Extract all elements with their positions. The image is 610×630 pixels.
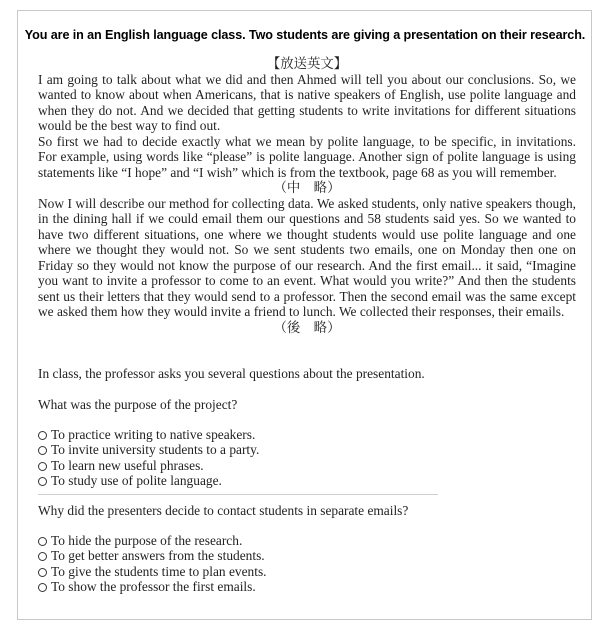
script-label: 【放送英文】 xyxy=(266,56,348,71)
question-2-option-4[interactable] xyxy=(38,579,578,594)
divider xyxy=(38,494,438,495)
option-label: To study use of polite language. xyxy=(51,472,222,488)
question-intro: In class, the professor asks you several questions about the presentation. xyxy=(38,366,425,381)
question-1-options xyxy=(38,427,578,488)
question-1-option-1[interactable] xyxy=(38,427,578,442)
radio-button-icon[interactable] xyxy=(38,446,47,455)
omission-marker-middle: （中 略） xyxy=(273,180,341,195)
radio-button-icon[interactable] xyxy=(38,583,47,592)
script-paragraph-2: So first we had to decide exactly what we mean by polite language, to be specific, in invitations. For example, using words like “please” is polite language. Another sign of polite language is using statements like “I hope” and “I wish” which is from the textbook, page 68 as you will remember. xyxy=(38,133,576,180)
question-2-option-1[interactable] xyxy=(38,533,578,548)
question-1-option-4[interactable] xyxy=(38,473,578,488)
option-label: To learn new useful phrases. xyxy=(51,457,204,473)
option-label: To get better answers from the students. xyxy=(51,548,265,564)
option-label: To practice writing to native speakers. xyxy=(51,427,256,442)
radio-button-icon[interactable] xyxy=(38,431,47,440)
option-label: To invite university students to a party. xyxy=(51,442,260,458)
question-1-prompt: What was the purpose of the project? xyxy=(38,397,238,412)
question-2-options xyxy=(38,533,578,594)
option-label: To hide the purpose of the research. xyxy=(51,533,243,548)
radio-button-icon[interactable] xyxy=(38,462,47,471)
radio-button-icon[interactable] xyxy=(38,552,47,561)
option-label: To show the professor the first emails. xyxy=(51,578,256,594)
omission-marker-end: （後 略） xyxy=(273,319,341,335)
question-1-option-3[interactable] xyxy=(38,458,578,473)
listening-script xyxy=(38,56,576,335)
question-2-option-3[interactable] xyxy=(38,564,578,579)
page-heading: You are in an English language class. Two students are giving a presentation on their research. xyxy=(24,28,586,42)
question-2-option-2[interactable] xyxy=(38,548,578,563)
radio-button-icon[interactable] xyxy=(38,568,47,577)
script-paragraph-1: I am going to talk about what we did and then Ahmed will tell you about our conclusions. So, we wanted to know about when Americans, that is native speakers of English, use polite language and when they do not. And we decided that getting students to write invitations for different situations would be the best way to find out. xyxy=(38,71,576,133)
radio-button-icon[interactable] xyxy=(38,537,47,546)
question-2-prompt: Why did the presenters decide to contact students in separate emails? xyxy=(38,503,409,518)
question-1-option-2[interactable] xyxy=(38,442,578,457)
script-paragraph-3: Now I will describe our method for collecting data. We asked students, only native speakers though, in the dining hall if we could email them our questions and 58 students said yes. So we wanted to have two different situations, one where we thought students would use polite language and one where we thought they would not. So we sent students two emails, one on Monday then one on Friday so they would not know the purpose of our research. And the first email... it said, “Imagine you want to invite a professor to come to an event. What would you write?” And then the students sent us their letters that they would send to a professor. Then the second email was the same except we asked them how they would invite a friend to lunch. We collected their responses, their emails. xyxy=(38,195,576,319)
option-label: To give the students time to plan events. xyxy=(51,563,267,579)
radio-button-icon[interactable] xyxy=(38,477,47,486)
